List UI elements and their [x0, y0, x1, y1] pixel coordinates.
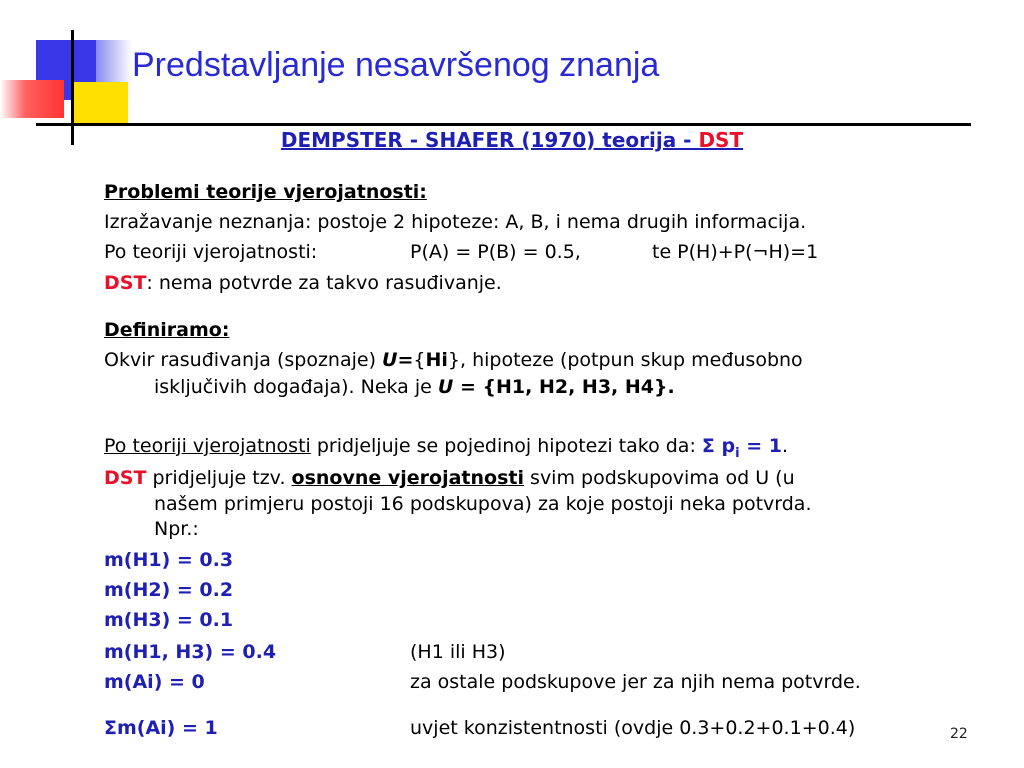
- probability-dot: .: [781, 435, 788, 457]
- definiramo-line-2: [154, 375, 675, 399]
- definiramo-l1-a: Okvir rasuđivanja (spoznaje): [104, 349, 383, 371]
- problems-line-2-c: te P(H)+P(¬H)=1: [652, 241, 819, 263]
- probability-line: [104, 434, 788, 466]
- dst-assign-line-2: našem primjeru postoji 16 podskupova) za koje postoji neka potvrda.: [154, 493, 812, 515]
- definiramo-l2-u: U: [437, 376, 454, 398]
- problems-line-3: [104, 271, 502, 295]
- definiramo-l1-eq: =: [397, 349, 414, 371]
- definiramo-l1-hi: Hi: [425, 349, 448, 371]
- dst-assign-basic-prob: osnovne vjerojatnosti: [291, 467, 524, 489]
- sum-note: uvjet konzistentnosti (ovdje 0.3+0.2+0.1+0.4): [410, 717, 856, 739]
- sum-label: m(Ai) = 1: [116, 717, 218, 739]
- problems-line-2-a: Po teoriji vjerojatnosti:: [104, 241, 318, 263]
- definiramo-l2-a: isključivih događaja). Neka je: [154, 376, 438, 398]
- slide-title: Predstavljanje nesavršenog znanja: [132, 46, 660, 84]
- dst-label: DST: [104, 272, 147, 294]
- dst-assign-label: DST: [104, 467, 147, 489]
- problems-line-3-rest: : nema potvrde za takvo rasuđivanje.: [146, 272, 502, 294]
- sum-line: [104, 716, 218, 740]
- definiramo-heading: Definiramo:: [104, 319, 230, 341]
- problems-heading: Problemi teorije vjerojatnosti:: [104, 181, 427, 203]
- definiramo-line-1: [104, 348, 803, 372]
- mass-h1: m(H1) = 0.3: [104, 549, 234, 571]
- definiramo-l1-u: U: [382, 349, 398, 371]
- logo-yellow-square: [72, 82, 128, 126]
- mass-h1-h3: m(H1, H3) = 0.4: [104, 641, 277, 663]
- problems-line-2-b: P(A) = P(B) = 0.5,: [410, 241, 581, 263]
- probability-sub: i: [735, 445, 740, 461]
- sum-sigma-symbol: Σ: [104, 717, 117, 739]
- mass-h1-h3-note: (H1 ili H3): [410, 641, 506, 663]
- logo-red-bar: [0, 80, 64, 118]
- probability-p: p: [714, 435, 736, 457]
- dst-assign-a: pridjeljuje tzv.: [146, 467, 292, 489]
- probability-link: Po teoriji vjerojatnosti: [104, 435, 311, 457]
- dst-assign-c: svim podskupovima od U (u: [524, 467, 795, 489]
- section-heading: [0, 128, 1024, 152]
- title-underline: [36, 123, 971, 126]
- heading-prefix: DEMPSTER - SHAFER (1970) teorija -: [280, 128, 699, 152]
- page-number: 22: [950, 726, 968, 742]
- mass-h2: m(H2) = 0.2: [104, 579, 234, 601]
- definiramo-l1-brace-open: {: [413, 349, 426, 371]
- definiramo-l2-b: = {H1, H2, H3, H4}.: [453, 376, 675, 398]
- definiramo-l1-brace-close: }: [447, 349, 461, 371]
- problems-line-1: Izražavanje neznanja: postoje 2 hipoteze: A, B, i nema drugih informacija.: [104, 211, 807, 233]
- probability-eq: = 1: [739, 435, 782, 457]
- definiramo-l1-b: , hipoteze (potpun skup međusobno: [460, 349, 803, 371]
- probability-rest: pridjeljuje se pojedinoj hipotezi tako da:: [310, 435, 702, 457]
- dst-assign-line-3: Npr.:: [154, 518, 199, 540]
- mass-ai-note: za ostale podskupove jer za njih nema potvrde.: [410, 671, 861, 693]
- mass-h3: m(H3) = 0.1: [104, 609, 234, 631]
- dst-assign-line-1: [104, 466, 795, 490]
- sigma-symbol: Σ: [701, 435, 715, 457]
- heading-dst: DST: [698, 128, 744, 152]
- mass-ai: m(Ai) = 0: [104, 671, 205, 693]
